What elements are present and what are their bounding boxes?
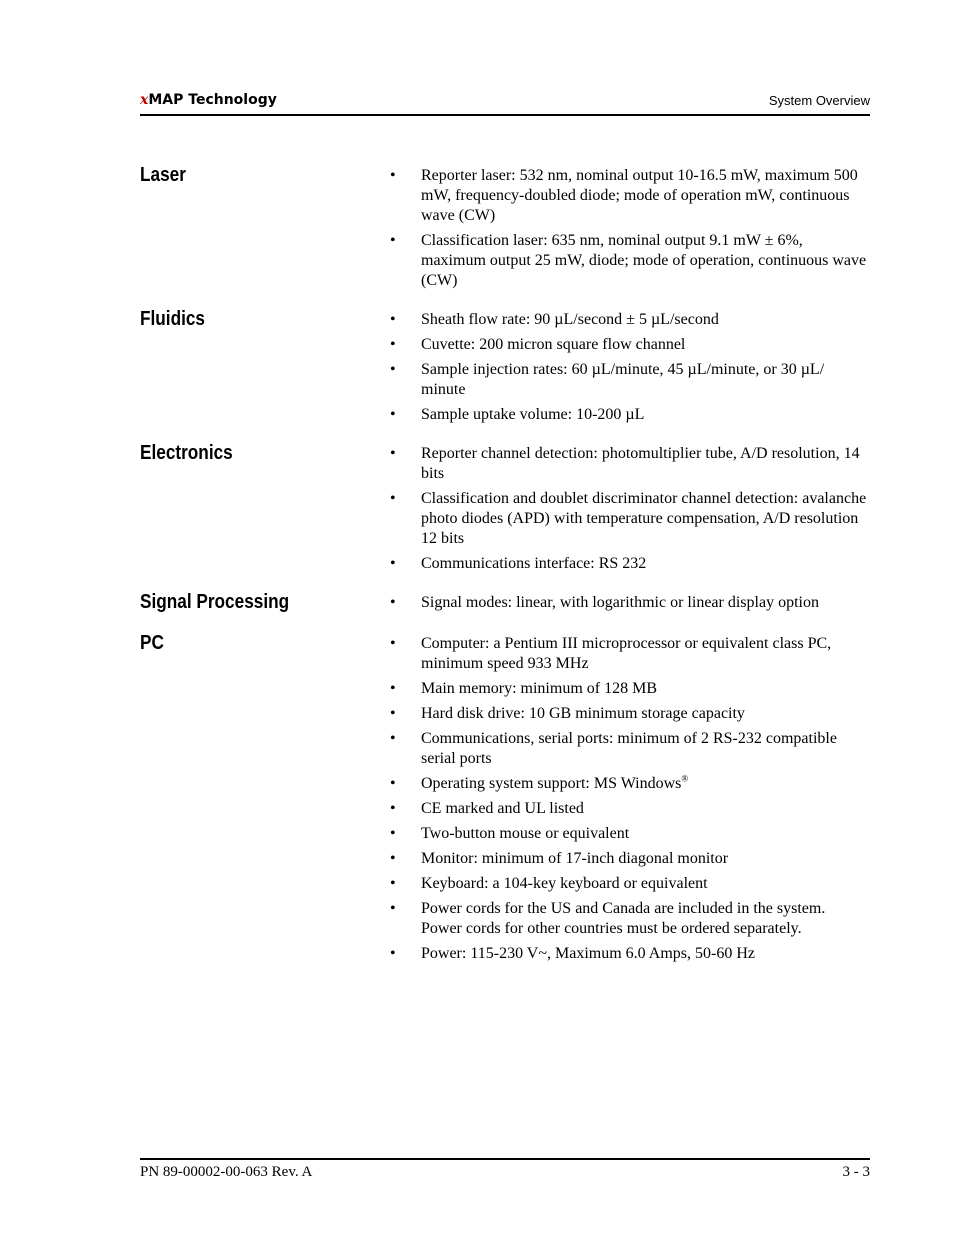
list-item (390, 489, 870, 549)
list-item-text: Sheath flow rate: 90 µL/second ± 5 µL/second (421, 311, 719, 328)
list-item-text: Hard disk drive: 10 GB minimum storage capacity (421, 705, 745, 722)
section-title: Laser (140, 164, 186, 186)
bullet-icon: • (390, 445, 396, 462)
list-item (390, 310, 870, 330)
bullet-icon: • (390, 406, 396, 423)
bullet-icon: • (390, 635, 396, 652)
registered-mark: ® (681, 773, 689, 784)
list-item-text: Reporter laser: 532 nm, nominal output 10-16.5 mW, maximum 500 mW, frequency-doubled diode; mode of operation mW, continuous wave (CW) (421, 167, 858, 224)
list-item (390, 704, 870, 724)
page-footer (140, 1158, 870, 1180)
section-title: Fluidics (140, 308, 205, 330)
bullet-icon: • (390, 730, 396, 747)
list-item-text: Sample uptake volume: 10-200 µL (421, 406, 645, 423)
list-item-text: Sample injection rates: 60 µL/minute, 45 µL/minute, or 30 µL/ minute (421, 361, 825, 398)
list-item-text: Two-button mouse or equivalent (421, 825, 630, 842)
bullet-list (390, 634, 870, 964)
bullet-icon: • (390, 680, 396, 697)
section-pc (140, 630, 870, 964)
section-title: PC (140, 632, 164, 654)
brand-title (140, 92, 277, 108)
section-electronics (140, 440, 870, 574)
list-item-text: Classification laser: 635 nm, nominal output 9.1 mW ± 6%, maximum output 25 mW, diode; mode of operation, continuous wave (CW) (421, 232, 867, 289)
section-fluidics (140, 306, 870, 425)
page-number: 3 - 3 (842, 1164, 870, 1180)
bullet-icon: • (390, 232, 396, 249)
list-item-text: CE marked and UL listed (421, 800, 584, 817)
document-body (140, 162, 870, 969)
bullet-icon: • (390, 800, 396, 817)
list-item-text: Communications, serial ports: minimum of 2 RS-232 compatible serial ports (421, 730, 837, 767)
bullet-icon: • (390, 490, 396, 507)
list-item (390, 593, 870, 613)
bullet-icon: • (390, 167, 396, 184)
bullet-list (390, 166, 870, 291)
bullet-icon: • (390, 555, 396, 572)
bullet-list (390, 444, 870, 574)
list-item (390, 944, 870, 964)
list-item (390, 824, 870, 844)
section-laser (140, 162, 870, 291)
list-item (390, 405, 870, 425)
list-item (390, 679, 870, 699)
list-item (390, 774, 870, 794)
list-item-text: Signal modes: linear, with logarithmic or linear display option (421, 594, 819, 611)
list-item-text: Communications interface: RS 232 (421, 555, 647, 572)
list-item-text: Monitor: minimum of 17-inch diagonal monitor (421, 850, 729, 867)
list-item (390, 799, 870, 819)
part-number: PN 89-00002-00-063 Rev. A (140, 1164, 313, 1180)
list-item (390, 335, 870, 355)
bullet-icon: • (390, 594, 396, 611)
list-item (390, 554, 870, 574)
list-item-text: Power cords for the US and Canada are included in the system. Power cords for other countries must be ordered separately. (421, 900, 826, 937)
bullet-icon: • (390, 775, 396, 792)
list-item (390, 634, 870, 674)
bullet-icon: • (390, 850, 396, 867)
list-item (390, 729, 870, 769)
bullet-list (390, 593, 870, 613)
bullet-icon: • (390, 875, 396, 892)
bullet-list (390, 310, 870, 425)
list-item-text: Computer: a Pentium III microprocessor or equivalent class PC, minimum speed 933 MHz (421, 635, 832, 672)
list-item-text: Operating system support: MS Windows (421, 775, 682, 792)
list-item-text: Power: 115-230 V~, Maximum 6.0 Amps, 50-60 Hz (421, 945, 755, 962)
list-item (390, 874, 870, 894)
brand-name: MAP Technology (148, 92, 277, 108)
list-item-text: Reporter channel detection: photomultiplier tube, A/D resolution, 14 bits (421, 445, 860, 482)
bullet-icon: • (390, 311, 396, 328)
list-item (390, 231, 870, 291)
bullet-icon: • (390, 945, 396, 962)
section-signal-processing (140, 589, 870, 613)
section-title: Electronics (140, 442, 233, 464)
page-header (140, 90, 870, 116)
list-item (390, 166, 870, 226)
brand-x: x (140, 92, 149, 108)
bullet-icon: • (390, 361, 396, 378)
list-item (390, 444, 870, 484)
list-item (390, 899, 870, 939)
list-item-text: Cuvette: 200 micron square flow channel (421, 336, 686, 353)
bullet-icon: • (390, 825, 396, 842)
list-item-text: Classification and doublet discriminator channel detection: avalanche photo diodes (APD) with temperature compensation, A/D resolution 12 bits (421, 490, 867, 547)
bullet-icon: • (390, 336, 396, 353)
section-title: Signal Processing (140, 591, 290, 613)
list-item-text: Main memory: minimum of 128 MB (421, 680, 657, 697)
list-item-text: Keyboard: a 104-key keyboard or equivalent (421, 875, 708, 892)
bullet-icon: • (390, 705, 396, 722)
bullet-icon: • (390, 900, 396, 917)
header-section-name: System Overview (768, 93, 870, 108)
list-item (390, 360, 870, 400)
list-item (390, 849, 870, 869)
